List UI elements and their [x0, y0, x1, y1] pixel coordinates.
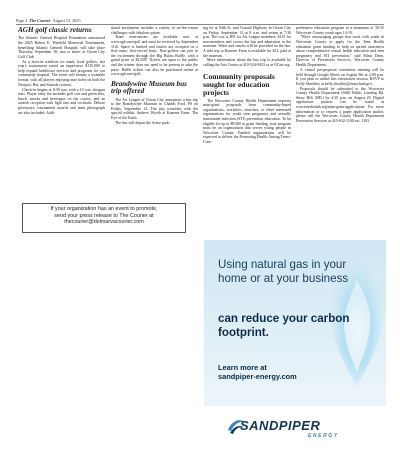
sandpiper-advertisement — [204, 240, 386, 452]
column-2 — [111, 26, 198, 126]
proposals-paragraph: Proposals should be submitted to the Worcester County Health Department (6040 Public Landing Rd. Snow Hill, MD.) by 4:30 p.m. on August 29. Digital application packets can be found at worcesterhealth.org/mini-grant-applications. For more information or to request a paper application packet, please call the Worcester County Health Department Prevention Services at 410-632-1100 ext. 1103. — [296, 86, 384, 123]
golf-paragraph: Check-in begins at 8:30 a.m. with a 10 a.m. shotgun start. Player entry fee includes golf cart and green fees, lunch, snacks and beverages on the course, and an awards reception with light fare and cocktails. Deluxe giveaways, tournament awards and team photograph are also included. Addi- — [18, 87, 105, 115]
proposals-paragraph: The Worcester County Health Department requests mini-grant proposals from community-based organizations, worksites, churches, or other interested organizations for youth teen pregnancy and sexually transmitted infection (STI) prevention education. To be eligible for up to $9,000 in grant funding, your program must be an organization that serves young people in Worcester County. Funded organizations will be expected to deliver the Promoting Health Among Teens-Com- — [203, 98, 291, 144]
proposals-paragraph: A virtual pre-proposal orientation meeting will be held through Google Meets on August 8th at 2:00 p.m. If you plan to attend this orientation session, RSVP to Kelly Shockley at kelly.shockley@maryland.gov. — [296, 67, 384, 86]
column-3 — [203, 26, 291, 145]
ad-logo-area — [204, 406, 386, 452]
notice-line: send your press release to The Courier at — [54, 212, 154, 219]
golf-headline: AGH golf classic returns — [18, 26, 92, 34]
bus-trip-paragraph: The Art League of Ocean City announces a bus trip to the Brandywine Museum in Chadds Ford, PA on Friday, September 12. The trip coincides with the special exhibit, Andrew Wyeth at Kuerner Farm: The Eye of the Earth. — [111, 97, 198, 121]
proposals-paragraph: prehensive education program to a minimum of 30-35 Worcester County youth ages 14-19. — [296, 26, 384, 35]
column-1 — [18, 26, 105, 115]
sandpiper-logo-text: SANDPIPER — [240, 418, 321, 433]
ad-learn-more: Learn more at — [218, 363, 267, 372]
proposals-headline: Community proposals sought for education projects — [203, 71, 275, 97]
bus-trip-paragraph: ing lot at 94th St. and Coastal Highway in Ocean City on Friday, September 12 at 8 a.m. and return at 7:30 p.m. The cost is $95 for Art League members, $115 for non-members and covers the bus and admission to the museum. Water and snacks will be provided on the bus. A side trip to Kuerner Farm is available for $12, paid at the museum. — [203, 26, 291, 58]
bus-trip-headline: Brandywine Museum bus trip offered — [111, 79, 187, 96]
bus-trip-paragraph: More information about the bus trip is available by calling the Arts Center at 410-524-9433 or at OCart.org. — [203, 58, 291, 68]
press-release-notice — [22, 203, 186, 233]
sandpiper-energy-text: ENERGY — [308, 433, 339, 439]
ad-headline: Using natural gas in your home or at your business — [218, 258, 349, 285]
paper-name: The Courier — [29, 18, 51, 23]
ad-url[interactable]: sandpiper-energy.com — [218, 372, 297, 381]
ad-subheadline: can reduce your carbon footprint. — [218, 312, 350, 339]
golf-paragraph: Team reservations are available now at www.agh.care/golf and must be received by September 11th. Space is limited and entries are accepted on a first-come, first-served basis. Non-golfers can join in the excitement through the Big Bucks Raffle, with a grand prize of $2,500! Tickets are open to the public and the winner does not need to be present to take the prize. Raffle tickets can also be purchased online at www.agh.care/golf. — [111, 35, 198, 77]
proposals-paragraph: "We're encouraging groups that work with youth in Worcester County to apply for the Teen Health education grant funding to help us spread awareness about comprehensive sexual health education and teen pregnancy and STI prevention," said Mimi Dean, Director of Prevention Services, Worcester County Health Department. — [296, 35, 384, 68]
column-4 — [296, 26, 384, 124]
notice-email: thecourier@delmarvacourier.com — [64, 219, 144, 226]
page-number: Page 2 — [16, 18, 28, 23]
golf-paragraph: tional enrichment includes a variety of on-the-course challenges with fabulous prizes. — [111, 26, 198, 35]
golf-paragraph: As a favorite tradition for many local golfers, last year's tournament raised an impressive $135,000 to help expand healthcare services and programs for our community hospital. The event will feature a scramble format, with all players enjoying nine holes on both the Newport Bay and Seaside courses. — [18, 59, 105, 87]
bus-trip-paragraph: The bus will depart the Acme park- — [115, 120, 171, 125]
golf-paragraph: The Atlantic General Hospital Foundation announced the 2025 Robert E. Warfield Memorial Tournament, benefiting Atlantic General Hospital, will take place Thursday, September 18, rain or shine, at Ocean City Golf Club. — [18, 36, 105, 59]
page-header — [16, 18, 384, 25]
issue-date: August 13, 2025 — [52, 18, 81, 23]
notice-line: If your organization has an event to promote, — [50, 206, 158, 212]
